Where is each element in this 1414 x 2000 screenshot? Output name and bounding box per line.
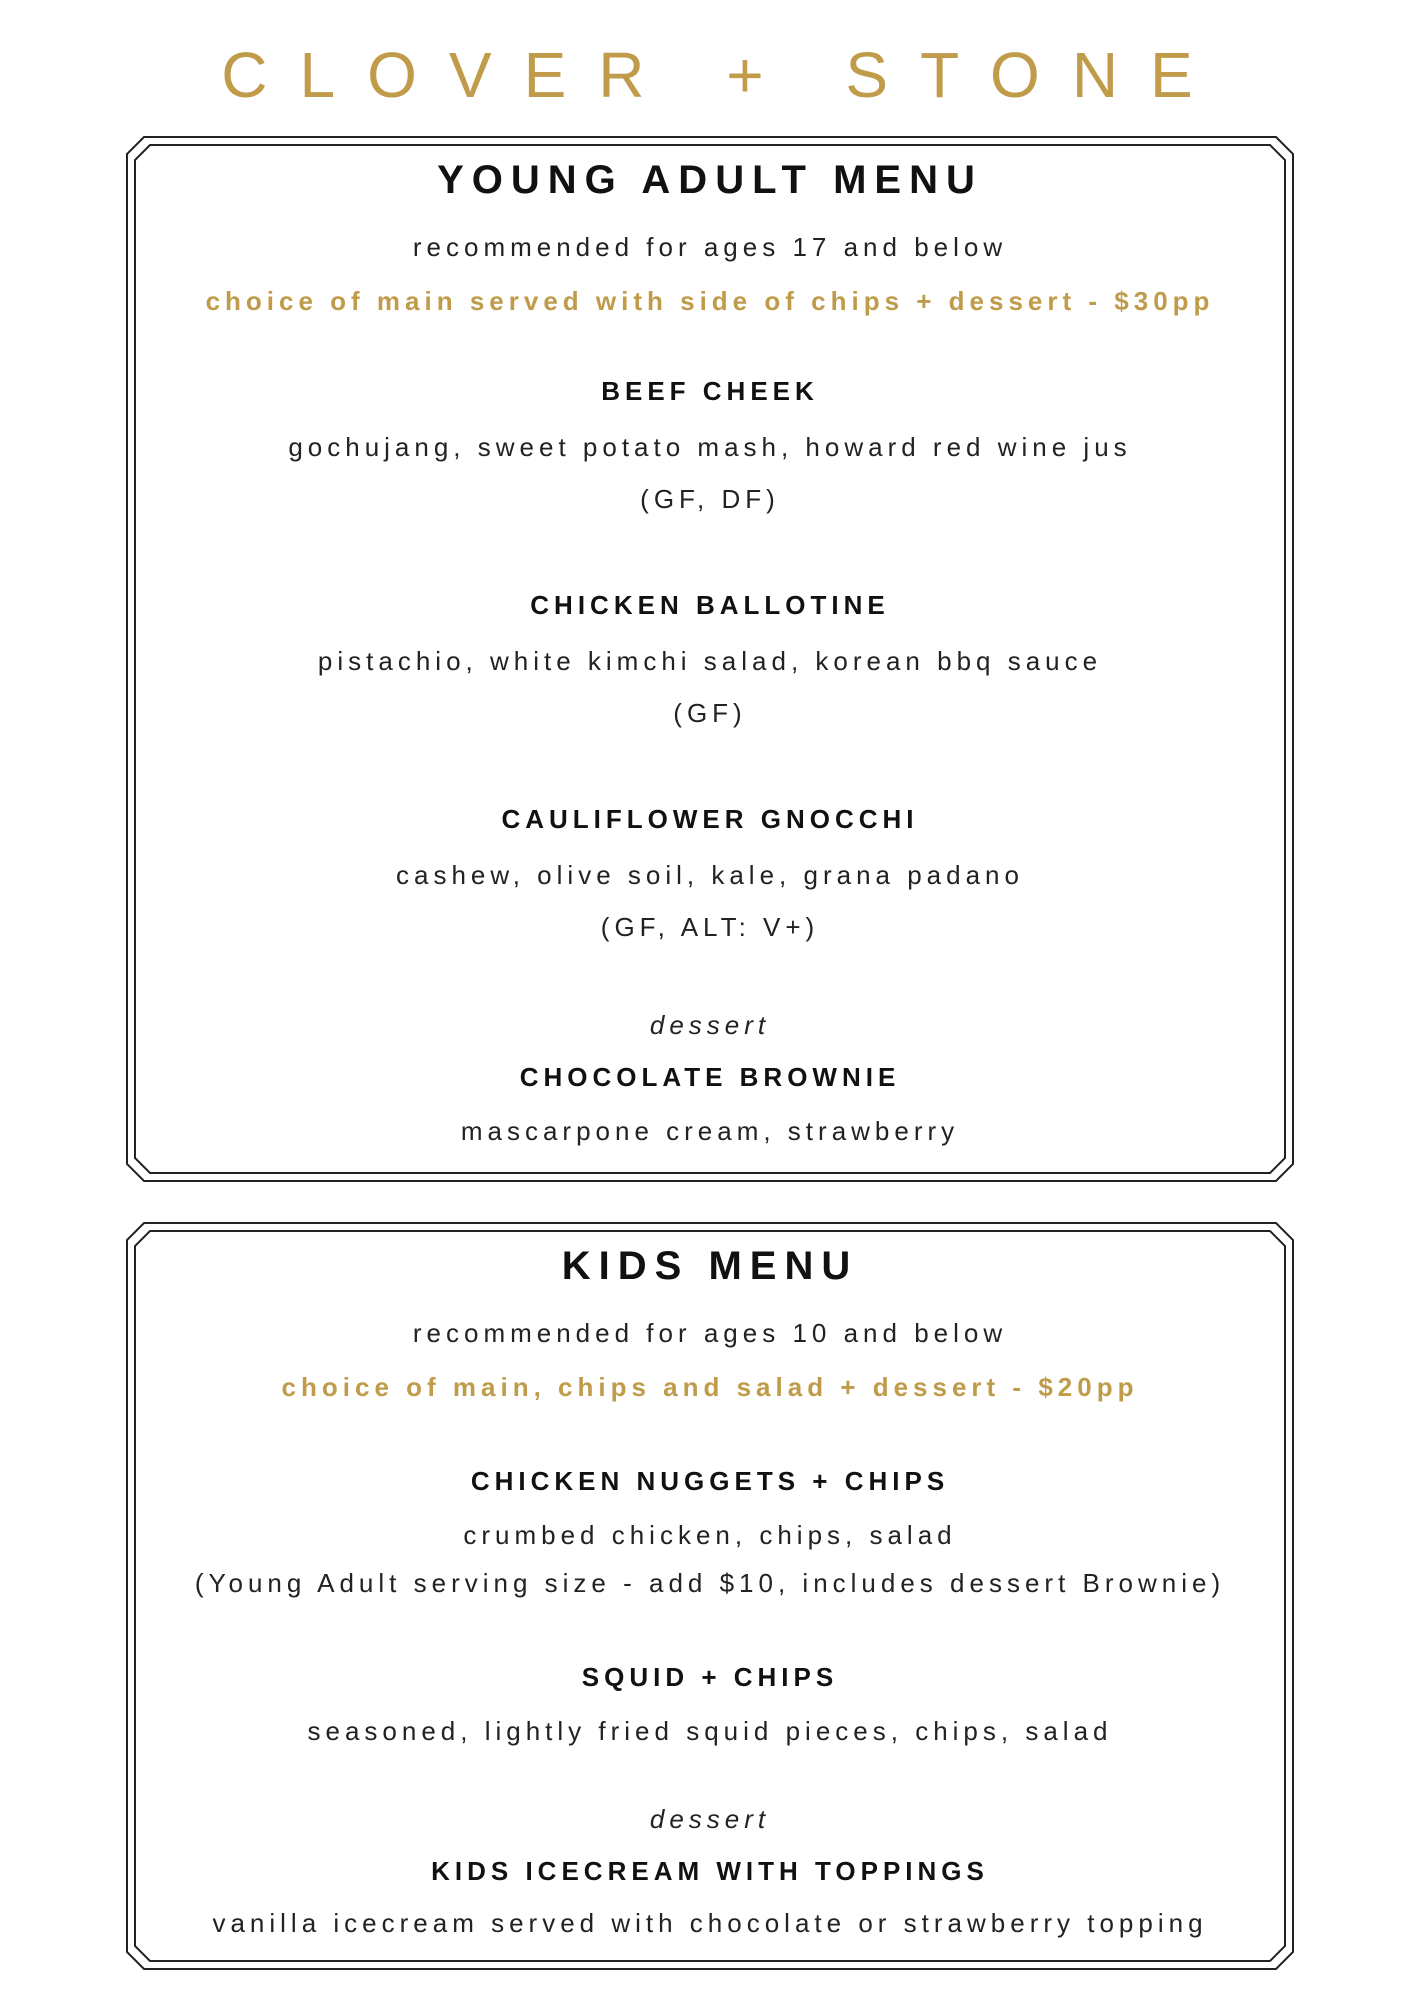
- menu-offer: choice of main, chips and salad + dessert - $20pp: [281, 1372, 1139, 1402]
- dish-description: crumbed chicken, chips, salad: [463, 1520, 957, 1550]
- dish-description: cashew, olive soil, kale, grana padano: [396, 860, 1024, 890]
- brand-title: CLOVER + STONE: [221, 39, 1225, 111]
- kids-menu-panel: [126, 1222, 1294, 1970]
- dessert-description: mascarpone cream, strawberry: [460, 1116, 960, 1146]
- dessert-label: dessert: [649, 1804, 771, 1834]
- dish-name: CHICKEN NUGGETS + CHIPS: [470, 1466, 950, 1496]
- dish-name: CAULIFLOWER GNOCCHI: [501, 804, 919, 834]
- dish-name: CHICKEN BALLOTINE: [530, 590, 890, 620]
- dietary-tag: (GF): [673, 698, 747, 728]
- dish-note: (Young Adult serving size - add $10, includes dessert Brownie): [194, 1568, 1226, 1598]
- menu-subtitle: recommended for ages 10 and below: [412, 1318, 1008, 1348]
- dish-description: pistachio, white kimchi salad, korean bbq sauce: [317, 646, 1103, 676]
- dish-name: BEEF CHEEK: [601, 376, 819, 406]
- dietary-tag: (GF, DF): [640, 484, 780, 514]
- menu-title: KIDS MENU: [561, 1244, 859, 1288]
- dietary-tag: (GF, ALT: V+): [600, 912, 820, 942]
- dish-description: gochujang, sweet potato mash, howard red wine jus: [288, 432, 1132, 462]
- menu-title: YOUNG ADULT MENU: [437, 158, 983, 202]
- young-adult-menu-panel: [126, 136, 1294, 1182]
- dish-name: SQUID + CHIPS: [581, 1662, 839, 1692]
- dessert-name: CHOCOLATE BROWNIE: [519, 1062, 901, 1092]
- dessert-name: KIDS ICECREAM WITH TOPPINGS: [431, 1856, 989, 1886]
- dessert-label: dessert: [649, 1010, 771, 1040]
- menu-subtitle: recommended for ages 17 and below: [412, 232, 1008, 262]
- dessert-description: vanilla icecream served with chocolate or strawberry topping: [212, 1908, 1208, 1938]
- dish-description: seasoned, lightly fried squid pieces, chips, salad: [307, 1716, 1113, 1746]
- menu-offer: choice of main served with side of chips + dessert - $30pp: [205, 286, 1215, 316]
